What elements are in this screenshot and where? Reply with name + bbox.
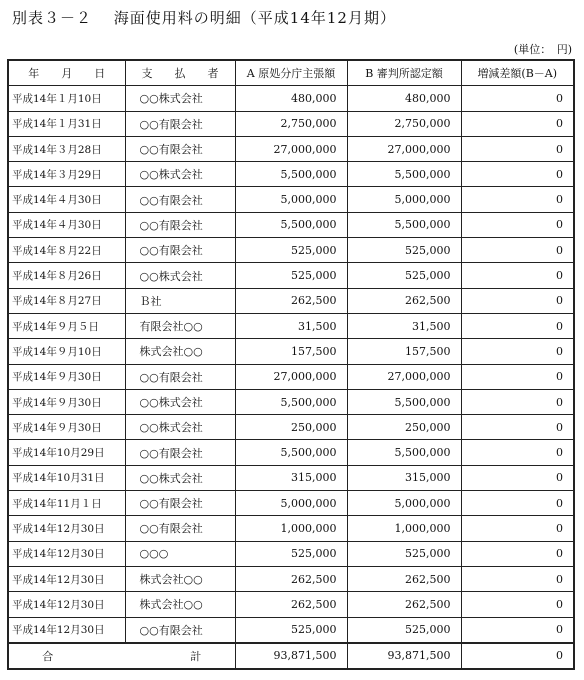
cell-date: 平成14年９月５日 [8, 313, 125, 338]
cell-payer: ○○有限会社 [125, 136, 235, 161]
cell-difference: 0 [461, 263, 574, 288]
header-amount-b: B 審判所認定額 [347, 60, 461, 86]
unit-note: (単位： 円) [513, 43, 572, 56]
cell-payer: ○○○ [125, 541, 235, 566]
table-row [8, 566, 574, 591]
cell-amount-b: 27,000,000 [347, 136, 461, 161]
cell-date: 平成14年３月29日 [8, 162, 125, 187]
table-row [8, 389, 574, 414]
total-difference: 0 [461, 643, 574, 669]
cell-date: 平成14年４月30日 [8, 212, 125, 237]
cell-payer: ○○株式会社 [125, 162, 235, 187]
cell-payer: ○○株式会社 [125, 389, 235, 414]
table-row [8, 162, 574, 187]
cell-difference: 0 [461, 111, 574, 136]
total-amount-b: 93,871,500 [347, 643, 461, 669]
cell-date: 平成14年８月22日 [8, 238, 125, 263]
cell-difference: 0 [461, 339, 574, 364]
cell-amount-b: 525,000 [347, 263, 461, 288]
cell-amount-a: 157,500 [235, 339, 347, 364]
cell-date: 平成14年９月30日 [8, 364, 125, 389]
cell-payer: 株式会社○○ [125, 592, 235, 617]
cell-amount-a: 5,500,000 [235, 212, 347, 237]
cell-date: 平成14年12月30日 [8, 617, 125, 643]
cell-payer: Ｂ社 [125, 288, 235, 313]
cell-payer: ○○株式会社 [125, 465, 235, 490]
total-row [8, 643, 574, 669]
cell-payer: ○○有限会社 [125, 516, 235, 541]
table-row [8, 440, 574, 465]
table-row [8, 415, 574, 440]
table-body [8, 86, 574, 643]
cell-amount-a: 262,500 [235, 288, 347, 313]
cell-date: 平成14年12月30日 [8, 592, 125, 617]
cell-difference: 0 [461, 516, 574, 541]
cell-difference: 0 [461, 212, 574, 237]
cell-payer: ○○有限会社 [125, 212, 235, 237]
cell-date: 平成14年10月29日 [8, 440, 125, 465]
cell-amount-a: 5,000,000 [235, 187, 347, 212]
cell-amount-b: 5,500,000 [347, 440, 461, 465]
cell-amount-b: 5,500,000 [347, 212, 461, 237]
usage-fee-table [7, 59, 575, 670]
table-row [8, 364, 574, 389]
cell-amount-a: 525,000 [235, 238, 347, 263]
table-row [8, 491, 574, 516]
cell-amount-a: 5,500,000 [235, 162, 347, 187]
cell-date: 平成14年９月30日 [8, 415, 125, 440]
cell-date: 平成14年12月30日 [8, 541, 125, 566]
cell-amount-a: 525,000 [235, 617, 347, 643]
document-title: 別表３－２ 海面使用料の明細（平成14年12月期） [12, 9, 396, 27]
cell-difference: 0 [461, 566, 574, 591]
cell-amount-b: 31,500 [347, 313, 461, 338]
table-row [8, 592, 574, 617]
table-row [8, 617, 574, 643]
cell-payer: ○○有限会社 [125, 187, 235, 212]
cell-amount-b: 480,000 [347, 86, 461, 111]
total-label-left: 合 [42, 649, 54, 663]
cell-payer: 株式会社○○ [125, 339, 235, 364]
cell-payer: ○○有限会社 [125, 364, 235, 389]
cell-amount-b: 5,000,000 [347, 491, 461, 516]
cell-date: 平成14年９月10日 [8, 339, 125, 364]
cell-amount-a: 262,500 [235, 592, 347, 617]
cell-amount-a: 480,000 [235, 86, 347, 111]
cell-payer: ○○株式会社 [125, 86, 235, 111]
cell-date: 平成14年３月28日 [8, 136, 125, 161]
cell-difference: 0 [461, 313, 574, 338]
cell-difference: 0 [461, 389, 574, 414]
cell-payer: ○○有限会社 [125, 440, 235, 465]
cell-payer: ○○株式会社 [125, 415, 235, 440]
table-row [8, 339, 574, 364]
cell-amount-b: 262,500 [347, 592, 461, 617]
header-difference: 増減差額(B－A) [461, 60, 574, 86]
cell-amount-b: 262,500 [347, 566, 461, 591]
table-row [8, 187, 574, 212]
cell-date: 平成14年９月30日 [8, 389, 125, 414]
cell-difference: 0 [461, 617, 574, 643]
cell-payer: ○○有限会社 [125, 617, 235, 643]
header-row [8, 60, 574, 86]
cell-amount-b: 2,750,000 [347, 111, 461, 136]
cell-amount-b: 525,000 [347, 238, 461, 263]
total-amount-a: 93,871,500 [235, 643, 347, 669]
cell-amount-b: 1,000,000 [347, 516, 461, 541]
header-date: 年 月 日 [8, 60, 125, 86]
cell-amount-b: 5,500,000 [347, 162, 461, 187]
cell-amount-a: 262,500 [235, 566, 347, 591]
table-row [8, 313, 574, 338]
cell-payer: 有限会社○○ [125, 313, 235, 338]
header-amount-a: A 原処分庁主張額 [235, 60, 347, 86]
cell-difference: 0 [461, 465, 574, 490]
cell-difference: 0 [461, 238, 574, 263]
cell-date: 平成14年10月31日 [8, 465, 125, 490]
total-label [8, 643, 235, 669]
cell-difference: 0 [461, 491, 574, 516]
cell-amount-a: 315,000 [235, 465, 347, 490]
cell-difference: 0 [461, 415, 574, 440]
cell-amount-b: 525,000 [347, 617, 461, 643]
cell-difference: 0 [461, 86, 574, 111]
cell-difference: 0 [461, 364, 574, 389]
table-row [8, 86, 574, 111]
cell-amount-a: 27,000,000 [235, 136, 347, 161]
cell-difference: 0 [461, 162, 574, 187]
cell-amount-a: 5,500,000 [235, 440, 347, 465]
cell-amount-b: 5,000,000 [347, 187, 461, 212]
cell-payer: ○○有限会社 [125, 238, 235, 263]
header-payer: 支 払 者 [125, 60, 235, 86]
table-row [8, 111, 574, 136]
cell-difference: 0 [461, 187, 574, 212]
cell-date: 平成14年12月30日 [8, 566, 125, 591]
cell-difference: 0 [461, 288, 574, 313]
total-label-right: 計 [190, 649, 202, 663]
cell-amount-a: 5,000,000 [235, 491, 347, 516]
cell-amount-a: 525,000 [235, 541, 347, 566]
table-row [8, 516, 574, 541]
cell-difference: 0 [461, 136, 574, 161]
table-row [8, 263, 574, 288]
cell-amount-a: 27,000,000 [235, 364, 347, 389]
cell-amount-b: 27,000,000 [347, 364, 461, 389]
cell-date: 平成14年１月10日 [8, 86, 125, 111]
cell-amount-b: 5,500,000 [347, 389, 461, 414]
cell-payer: 株式会社○○ [125, 566, 235, 591]
cell-date: 平成14年８月27日 [8, 288, 125, 313]
cell-date: 平成14年12月30日 [8, 516, 125, 541]
table-row [8, 288, 574, 313]
table-row [8, 238, 574, 263]
cell-amount-b: 157,500 [347, 339, 461, 364]
table-row [8, 541, 574, 566]
cell-amount-a: 2,750,000 [235, 111, 347, 136]
cell-date: 平成14年11月１日 [8, 491, 125, 516]
cell-amount-b: 250,000 [347, 415, 461, 440]
cell-payer: ○○株式会社 [125, 263, 235, 288]
cell-date: 平成14年１月31日 [8, 111, 125, 136]
cell-date: 平成14年４月30日 [8, 187, 125, 212]
cell-amount-b: 315,000 [347, 465, 461, 490]
cell-amount-a: 1,000,000 [235, 516, 347, 541]
table-row [8, 465, 574, 490]
cell-payer: ○○有限会社 [125, 111, 235, 136]
cell-amount-a: 525,000 [235, 263, 347, 288]
table-row [8, 136, 574, 161]
table-row [8, 212, 574, 237]
cell-amount-a: 5,500,000 [235, 389, 347, 414]
cell-amount-b: 262,500 [347, 288, 461, 313]
cell-amount-a: 250,000 [235, 415, 347, 440]
cell-date: 平成14年８月26日 [8, 263, 125, 288]
cell-amount-a: 31,500 [235, 313, 347, 338]
cell-difference: 0 [461, 592, 574, 617]
cell-difference: 0 [461, 541, 574, 566]
cell-difference: 0 [461, 440, 574, 465]
cell-payer: ○○有限会社 [125, 491, 235, 516]
cell-amount-b: 525,000 [347, 541, 461, 566]
